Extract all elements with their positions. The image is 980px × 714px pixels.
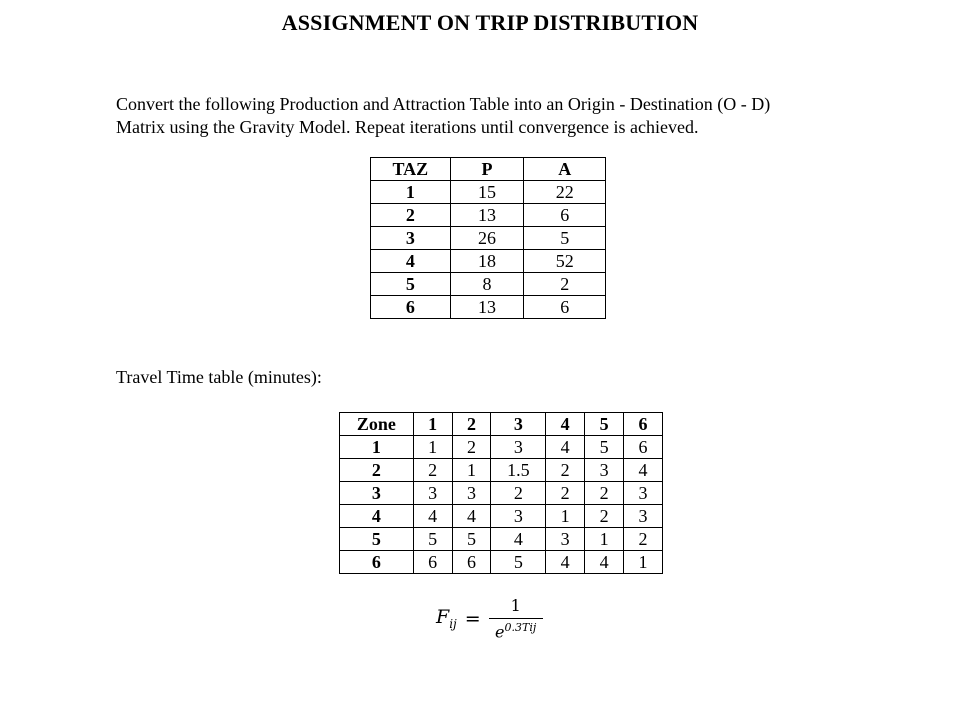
table-row: [340, 459, 663, 482]
table-row: [340, 551, 663, 574]
travel-time-label: Travel Time table (minutes):: [116, 367, 322, 387]
table-cell: 3: [452, 482, 491, 505]
table-cell: 1: [371, 181, 451, 204]
table-cell: 6: [371, 296, 451, 319]
table-cell: 5: [413, 528, 452, 551]
table-cell: 5: [371, 273, 451, 296]
table-header-row: [340, 413, 663, 436]
table-cell: 3: [491, 505, 546, 528]
header-cell: 6: [624, 413, 663, 436]
table-cell: 3: [491, 436, 546, 459]
table-cell: 2: [371, 204, 451, 227]
table-row: [340, 436, 663, 459]
table-cell: 4: [546, 436, 585, 459]
gravity-formula: [436, 596, 543, 641]
table-cell: 6: [413, 551, 452, 574]
table-cell: 4: [452, 505, 491, 528]
formula-lhs-subscript: ij: [449, 617, 457, 632]
table-cell: 3: [624, 482, 663, 505]
header-cell: 5: [585, 413, 624, 436]
table-cell: 5: [524, 227, 606, 250]
table-cell: 26: [450, 227, 524, 250]
table-cell: 5: [585, 436, 624, 459]
table-cell: 3: [546, 528, 585, 551]
formula-equals: =: [464, 607, 481, 630]
table-cell: 13: [450, 296, 524, 319]
table-cell: 6: [624, 436, 663, 459]
table-row: [371, 181, 606, 204]
table-row: [371, 296, 606, 319]
table-cell: 4: [491, 528, 546, 551]
table-cell: 2: [546, 482, 585, 505]
table-cell: 2: [524, 273, 606, 296]
table-cell: 2: [340, 459, 414, 482]
header-cell: 2: [452, 413, 491, 436]
production-attraction-table: [370, 157, 606, 319]
formula-denominator: [495, 619, 536, 641]
table-cell: 6: [340, 551, 414, 574]
table-cell: 8: [450, 273, 524, 296]
table-cell: 4: [546, 551, 585, 574]
table-row: [340, 528, 663, 551]
table-cell: 1: [452, 459, 491, 482]
table-cell: 4: [340, 505, 414, 528]
intro-line-1: Convert the following Production and Attraction Table into an Origin - Destination (O - D): [116, 94, 771, 114]
table-header-row: [371, 158, 606, 181]
table-cell: 18: [450, 250, 524, 273]
header-cell: TAZ: [371, 158, 451, 181]
table-cell: 52: [524, 250, 606, 273]
table-cell: 1: [413, 436, 452, 459]
table-cell: 1.5: [491, 459, 546, 482]
table-cell: 2: [491, 482, 546, 505]
table-row: [340, 482, 663, 505]
table-cell: 5: [452, 528, 491, 551]
table-cell: 2: [452, 436, 491, 459]
header-cell: 4: [546, 413, 585, 436]
formula-exponent: 0.3Tij: [504, 621, 537, 634]
table-cell: 1: [624, 551, 663, 574]
intro-paragraph: [116, 93, 876, 139]
table-cell: 4: [585, 551, 624, 574]
table-cell: 6: [524, 296, 606, 319]
table-cell: 4: [413, 505, 452, 528]
table-cell: 5: [340, 528, 414, 551]
table-cell: 4: [371, 250, 451, 273]
table-cell: 2: [585, 482, 624, 505]
table-cell: 1: [546, 505, 585, 528]
table-cell: 1: [340, 436, 414, 459]
header-cell: Zone: [340, 413, 414, 436]
table-cell: 3: [340, 482, 414, 505]
header-cell: 1: [413, 413, 452, 436]
table-row: [371, 250, 606, 273]
table-cell: 4: [624, 459, 663, 482]
page-title: ASSIGNMENT ON TRIP DISTRIBUTION: [281, 10, 699, 35]
table-cell: 2: [413, 459, 452, 482]
table-cell: 13: [450, 204, 524, 227]
formula-fraction: [489, 596, 543, 641]
header-cell: P: [450, 158, 524, 181]
table-cell: 5: [491, 551, 546, 574]
table-cell: 3: [371, 227, 451, 250]
table-row: [371, 204, 606, 227]
header-cell: A: [524, 158, 606, 181]
table-cell: 3: [585, 459, 624, 482]
table-cell: 3: [624, 505, 663, 528]
table-cell: 2: [585, 505, 624, 528]
formula-numerator: 1: [489, 596, 543, 619]
table-row: [340, 505, 663, 528]
table-row: [371, 273, 606, 296]
formula-lhs: [436, 606, 457, 631]
header-cell: 3: [491, 413, 546, 436]
table-cell: 1: [585, 528, 624, 551]
formula-lhs-symbol: F: [436, 606, 450, 629]
table-cell: 3: [413, 482, 452, 505]
table-cell: 2: [624, 528, 663, 551]
travel-time-table: [339, 412, 663, 574]
table-cell: 2: [546, 459, 585, 482]
intro-line-2: Matrix using the Gravity Model. Repeat iterations until convergence is achieved.: [116, 117, 699, 137]
table-row: [371, 227, 606, 250]
table-cell: 15: [450, 181, 524, 204]
table-cell: 6: [452, 551, 491, 574]
table-cell: 6: [524, 204, 606, 227]
formula-base: e: [495, 622, 505, 642]
table-cell: 22: [524, 181, 606, 204]
